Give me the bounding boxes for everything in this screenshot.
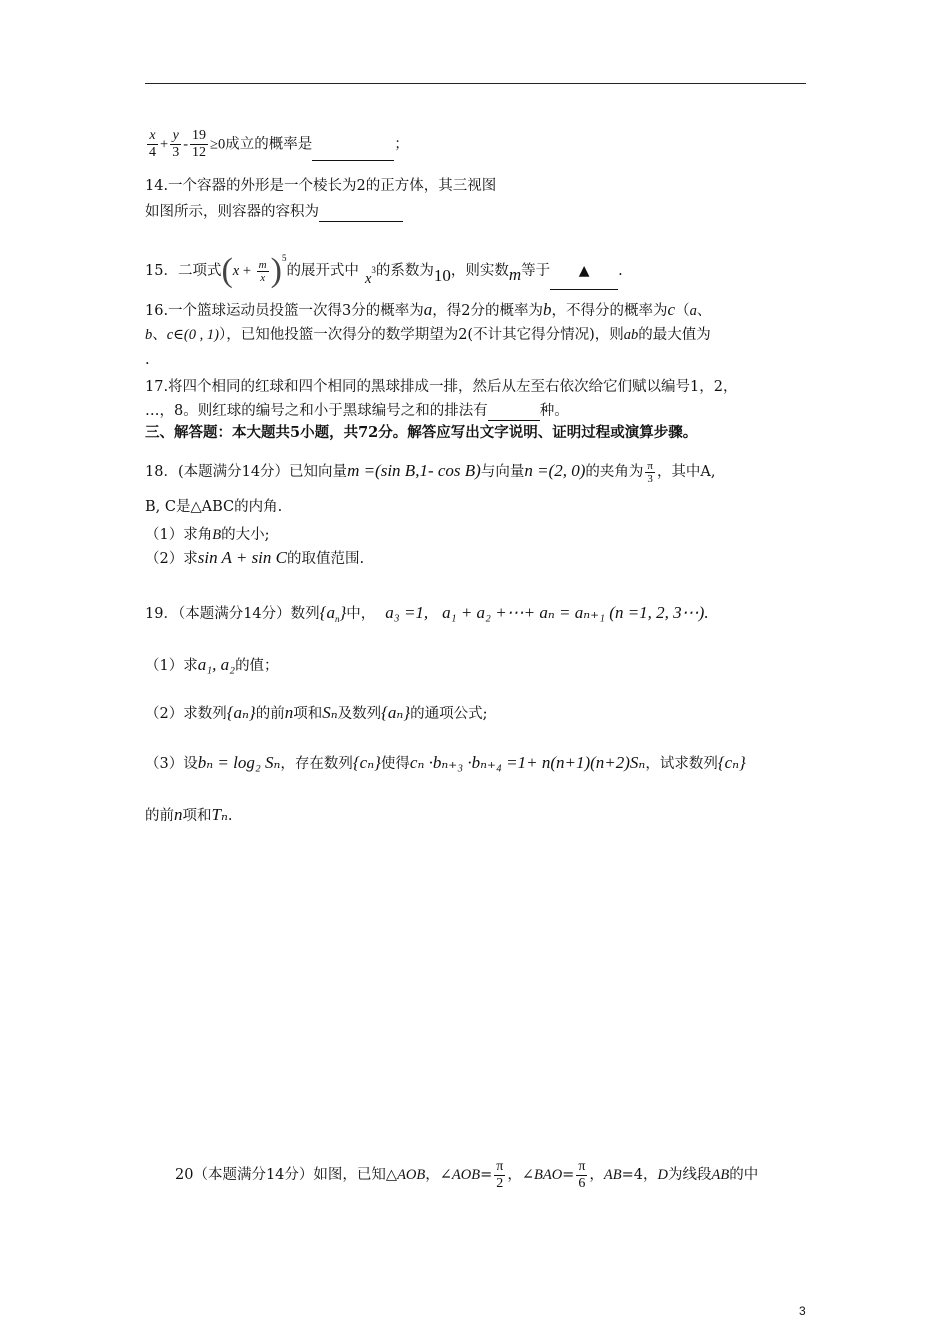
q16-line2: b、c∈(0 , 1)），已知他投篮一次得分的数学期望为2(不计其它得分情况)，则ab的最大值为: [145, 327, 711, 343]
q13-tail: $\frac{x}{4}$ + $\frac{y}{3}$ - $\frac{19}{12}$ ≥0成立的概率是 ；: [149, 128, 409, 160]
answer-blank: [550, 253, 618, 290]
header-rule: [145, 83, 806, 84]
q19-part3: （3）设bₙ = log₂ Sₙ，存在数列{cₙ}使得cₙ ·bₙ₊₃ ·bₙ₊₄ =1+ n(n+1)(n+2)Sₙ，试求数列{cₙ}: [145, 753, 746, 772]
q14-line1: 14.一个容器的外形是一个棱长为2的正方体，其三视图: [145, 178, 497, 194]
fraction: $\frac{\pi}{2}$: [496, 1158, 504, 1191]
page-number: 3: [799, 1304, 806, 1318]
q18-line2: B, C是△ABC的内角.: [145, 499, 283, 515]
fraction: $\frac{\pi}{6}$: [578, 1158, 586, 1191]
fraction: $\frac{m}{x}$: [258, 258, 267, 284]
fraction: $\frac{y}{3}$: [172, 128, 180, 160]
q18: 18．(本题满分14分）已知向量m =(sin B,1- cos B)与向量n =(2, 0)的夹角为 $\frac{\pi}{3}$ ，其中A,: [145, 459, 716, 485]
answer-blank: [319, 205, 403, 222]
triangle-icon: ▲: [578, 263, 590, 279]
q19-part2: （2）求数列{aₙ}的前n项和Sₙ及数列{aₙ}的通项公式;: [145, 703, 488, 722]
q20: 20（本题满分14分）如图，已知△AOB，∠AOB= $\frac{\pi}{2}$ ，∠BAO= $\frac{\pi}{6}$ ，AB=4，D为线段AB的中: [175, 1158, 759, 1191]
q19-part4: 的前n项和Tₙ.: [145, 805, 233, 824]
q18-part1: （1）求角B的大小;: [145, 527, 270, 543]
q15: 15．二项式(x + $\frac{m}{x}$ )$^5$的展开式中 $x^3$的系数为10，则实数m等于 ▲ .: [145, 252, 623, 289]
q16-line3: .: [145, 352, 150, 368]
q19-part1: （1）求a₁, a₂的值；: [145, 655, 279, 674]
q16-line1: 16.一个篮球运动员投篮一次得3分的概率为a，得2分的概率为b，不得分的概率为c（a、: [145, 300, 712, 319]
answer-blank: [488, 404, 540, 421]
q14-line2: 如图所示，则容器的容积为: [145, 202, 403, 222]
answer-blank: [312, 144, 394, 161]
q17-line1: 17.将四个相同的红球和四个相同的黑球排成一排，然后从左至右依次给它们赋以编号1，2，: [145, 379, 738, 395]
fraction: $\frac{\pi}{3}$: [647, 459, 653, 485]
q17-line2: …，8。则红球的编号之和小于黑球编号之和的排法有 种。: [145, 403, 569, 419]
q18-part2: （2）求sin A + sin C的取值范围.: [145, 548, 365, 567]
q19: 19．（本题满分14分）数列$\{a_n\}$中， a₃ =1, a₁ + a₂ +⋯+ aₙ = aₙ₊₁ (n =1, 2, 3⋯).: [145, 603, 709, 624]
section-heading: 三、解答题：本大题共5小题，共72分。解答应写出文字说明、证明过程或演算步骤。: [145, 424, 698, 441]
fraction: $\frac{x}{4}$: [149, 128, 156, 160]
fraction: $\frac{19}{12}$: [192, 128, 207, 160]
